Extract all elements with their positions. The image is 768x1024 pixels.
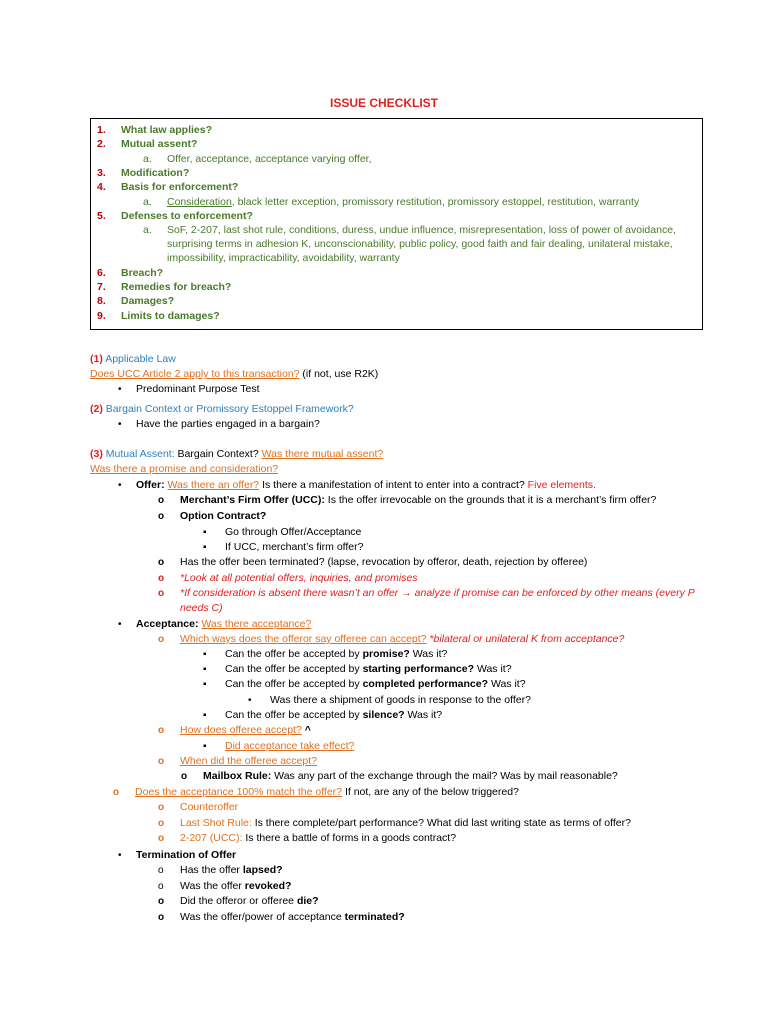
square-bullet-icon: ▪: [203, 679, 207, 690]
square-bullet-icon: ▪: [203, 741, 207, 752]
arrow-icon: →: [401, 587, 412, 599]
bullet-icon: •: [118, 850, 122, 861]
circle-marker-icon: o: [158, 833, 165, 844]
bullet-icon: •: [118, 619, 122, 630]
circle-marker-icon: o: [158, 557, 165, 568]
square-bullet-icon: ▪: [203, 527, 207, 538]
circle-marker-icon: o: [158, 511, 165, 522]
circle-marker-icon: o: [158, 634, 165, 645]
document-page: ISSUE CHECKLIST 1. What law applies? 2. Mutual assent? a. Offer, acceptance, acceptance varying offer, 3. Modification? 4. Basis for enforcement? a. Consideration, black letter exception, promissory restitution, promissory estoppel, restitution, warranty 5. Defenses to enforcement? a. SoF, 2-207, last shot rule, conditions, duress, undue influence, misrepresentation, loss of power of avoidance, surprising terms in adhesion K, unconscionability, public policy, good faith and fair dealing, unilateral mistake, impossibility, impracticability, avoidability, warranty 6. Breach? 7. Remedies for breach? 8. Damages? 9. Limits to damages? (1) Applicable Law Does UCC Article 2 apply to this transaction? (if not, use R2K) • Predominant Purpose Test (2) Bargain Context or Promissory Estoppel Framework? • Have the parties engaged in a bargain? (3) Mutual Assent: Bargain Context? Was there mutual assent? Was there a promise and consideration? • Offer: Was there an offer? Is there a manifestation of intent to enter into a contract? Five elements. o Merchant’s Firm Offer (UCC): Is the offer irrevocable on the grounds that it is a merchant’s firm offer? o Option Contract? ▪ Go through Offer/Acceptance ▪ If UCC, merchant’s firm offer? o Has the offer been terminated? (lapse, revocation by offeror, death, rejection by offeree) o *Look at all potential offers, inquiries, and promises o *If consideration is absent there wasn’t an offer → analyze if promise can be enforced by other means (every P needs C) • Acceptance: Was there acceptance? o Which ways does the offeror say offeree can accept? *bilateral or unilateral K from acceptance? ▪ Can the offer be accepted by promise? Was it? ▪ Can the offer be accepted by starting performance? Was it? ▪ Can the offer be accepted by completed performance? Was it? • Was there a shipment of goods in response to the offer? ▪ Can the offer be accepted by silence? Was it? o How does offeree accept? ^ ▪ Did acceptance take effect? o When did the offeree accept? o Mailbox Rule: Was any part of the exchange through the mail? Was by mail reasonable? o Does the acceptance 100% match the offer? If not, are any of the below triggered? o Counteroffer o Last Shot Rule: Is there complete/part performance? What did last writing state as terms of offer? o 2-207 (UCC): Is there a battle of forms in a goods contract? • Termination of Offer o Has the offer lapsed? o Was the offer revoked? o Did the offeror or offeree die? o Was the offer/power of acceptance terminated?: [0, 0, 768, 1024]
page-title: ISSUE CHECKLIST: [329, 96, 438, 110]
circle-marker-icon: o: [158, 725, 165, 736]
circle-marker-icon: o: [158, 912, 165, 923]
section-question: Was there a promise and consideration?: [90, 463, 279, 475]
issue-checklist-box: 1. What law applies? 2. Mutual assent? a. Offer, acceptance, acceptance varying offer, 3. Modification? 4. Basis for enforcement? a. Consideration, black letter exception, promissory restitution, promissory estoppel, restitution, warranty 5. Defenses to enforcement? a. SoF, 2-207, last shot rule, conditions, duress, undue influence, misrepresentation, loss of power of avoidance, surprising terms in adhesion K, unconscionability, public policy, good faith and fair dealing, unilateral mistake, impossibility, impracticability, avoidability, warranty 6. Breach? 7. Remedies for breach? 8. Damages? 9. Limits to damages?: [90, 118, 703, 330]
square-bullet-icon: ▪: [203, 710, 207, 721]
section-heading: (3) Mutual Assent: Bargain Context? Was there mutual assent?: [90, 448, 384, 460]
square-bullet-icon: ▪: [203, 664, 207, 675]
circle-marker-icon: o: [158, 495, 165, 506]
circle-marker-icon: o: [158, 865, 164, 876]
circle-marker-icon: o: [158, 896, 165, 907]
bullet-icon: •: [248, 695, 252, 706]
circle-marker-icon: o: [158, 818, 165, 829]
section-heading: (2) Bargain Context or Promissory Estoppel Framework?: [90, 403, 354, 415]
circle-marker-icon: o: [113, 787, 120, 798]
square-bullet-icon: ▪: [203, 542, 207, 553]
circle-marker-icon: o: [158, 573, 165, 584]
section-question: Does UCC Article 2 apply to this transaction? (if not, use R2K): [90, 368, 379, 380]
section-heading: (1) Applicable Law: [90, 353, 176, 365]
circle-marker-icon: o: [158, 588, 165, 599]
bullet-icon: •: [118, 480, 122, 491]
circle-marker-icon: o: [181, 771, 188, 782]
circle-marker-icon: o: [158, 881, 164, 892]
square-bullet-icon: ▪: [203, 649, 207, 660]
circle-marker-icon: o: [158, 802, 165, 813]
circle-marker-icon: o: [158, 756, 165, 767]
note-item-cont: needs C): [180, 602, 223, 614]
bullet-icon: •: [118, 384, 122, 395]
bullet-icon: •: [118, 419, 122, 430]
